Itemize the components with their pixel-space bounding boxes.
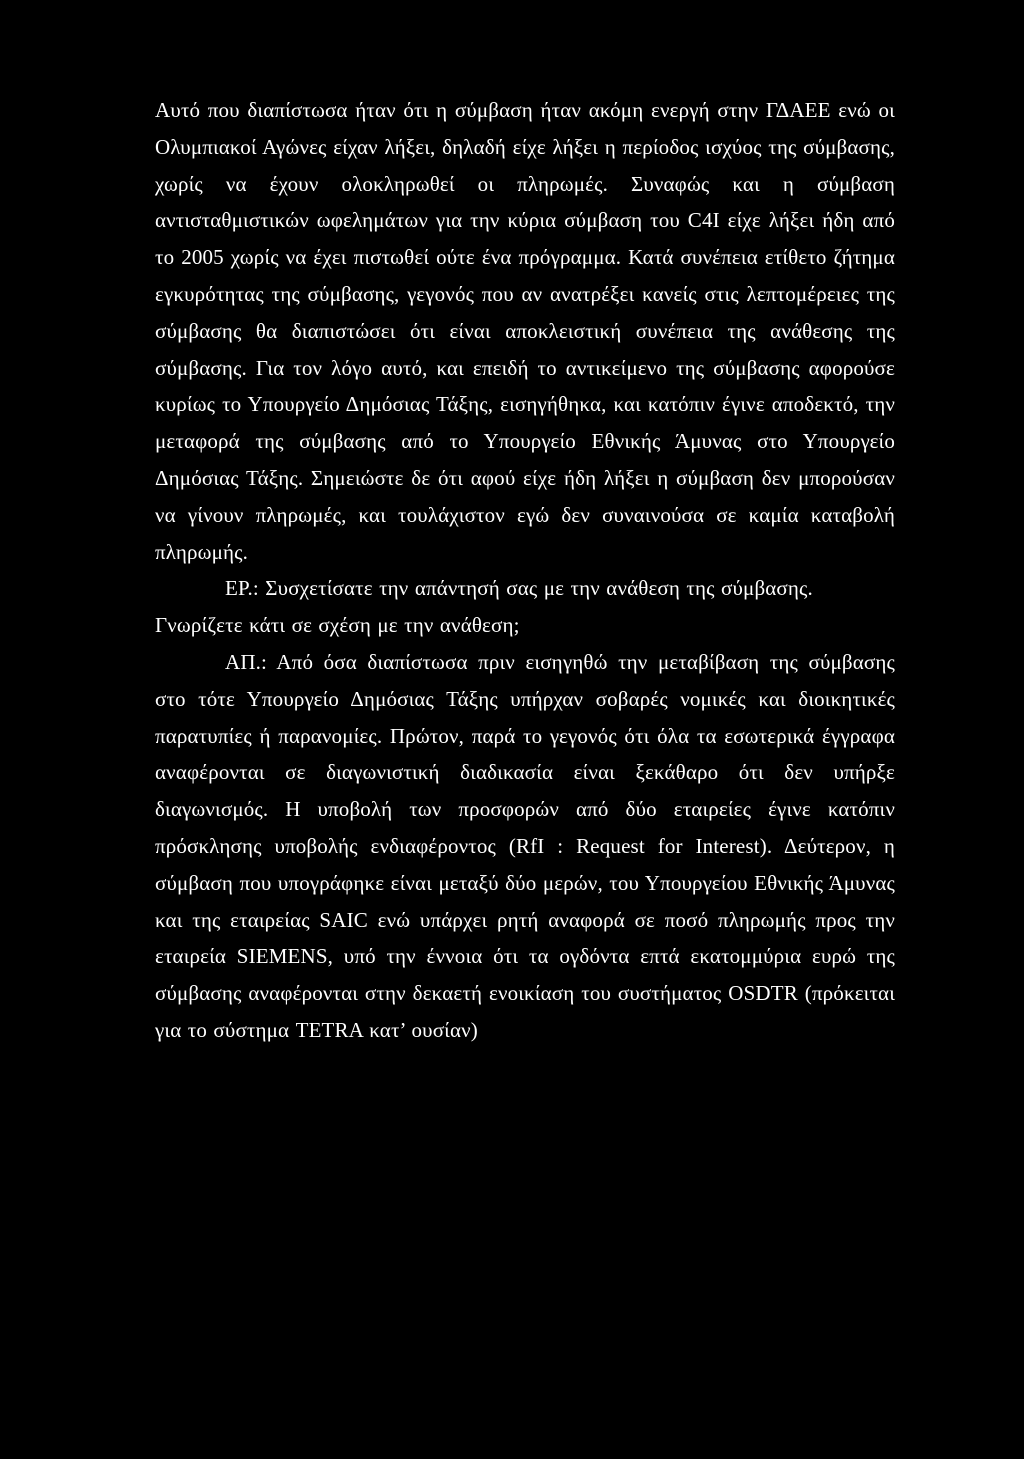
document-body bbox=[155, 92, 895, 1049]
paragraph-question: ΕΡ.: Συσχετίσατε την απάντησή σας με την ανάθεση της σύμβασης. Γνωρίζετε κάτι σε σχέση με την ανάθεση; bbox=[155, 576, 813, 638]
paragraph-findings: Αυτό που διαπίστωσα ήταν ότι η σύμβαση ήταν ακόμη ενεργή στην ΓΔΑΕΕ ενώ οι Ολυμπιακοί Αγώνες είχαν λήξει, δηλαδή είχε λήξει η περίοδος ισχύος της σύμβασης, χωρίς να έχουν ολοκληρωθεί οι πληρωμές. Συναφώς και η σύμβαση αντισταθμιστικών ωφελημάτων για την κύρια σύμβαση του C4I είχε λήξει ήδη από το 2005 χωρίς να έχει πιστωθεί ούτε ένα πρόγραμμα. Κατά συνέπεια ετίθετο ζήτημα εγκυρότητας της σύμβασης, γεγονός που αν ανατρέξει κανείς στις λεπτομέρειες της σύμβασης θα διαπιστώσει ότι είναι αποκλειστική συνέπεια της ανάθεσης της σύμβασης. Για τον λόγο αυτό, και επειδή το αντικείμενο της σύμβασης αφορούσε κυρίως το Υπουργείο Δημόσιας Τάξης, εισηγήθηκα, και κατόπιν έγινε αποδεκτό, την μεταφορά της σύμβασης από το Υπουργείο Εθνικής Άμυνας στο Υπουργείο Δημόσιας Τάξης. Σημειώστε δε ότι αφού είχε ήδη λήξει η σύμβαση δεν μπορούσαν να γίνουν πληρωμές, και τουλάχιστον εγώ δεν συναινούσα σε καμία καταβολή πληρωμής. bbox=[155, 98, 895, 564]
paragraph-answer: ΑΠ.: Από όσα διαπίστωσα πριν εισηγηθώ την μεταβίβαση της σύμβασης στο τότε Υπουργείο Δημόσιας Τάξης υπήρχαν σοβαρές νομικές και διοικητικές παρατυπίες ή παρανομίες. Πρώτον, παρά το γεγονός ότι όλα τα εσωτερικά έγγραφα αναφέρονται σε διαγωνιστική διαδικασία είναι ξεκάθαρο ότι δεν υπήρξε διαγωνισμός. Η υποβολή των προσφορών από δύο εταιρείες έγινε κατόπιν πρόσκλησης υποβολής ενδιαφέροντος (RfI : Request for Interest). Δεύτερον, η σύμβαση που υπογράφηκε είναι μεταξύ δύο μερών, του Υπουργείου Εθνικής Άμυνας και της εταιρείας SAIC ενώ υπάρχει ρητή αναφορά σε ποσό πληρωμής προς την εταιρεία SIEMENS, υπό την έννοια ότι τα ογδόντα επτά εκατομμύρια ευρώ της σύμβασης αναφέρονται στην δεκαετή ενοικίαση του συστήματος OSDTR (πρόκειται για το σύστημα TETRA κατ’ ουσίαν) bbox=[155, 649, 895, 1042]
